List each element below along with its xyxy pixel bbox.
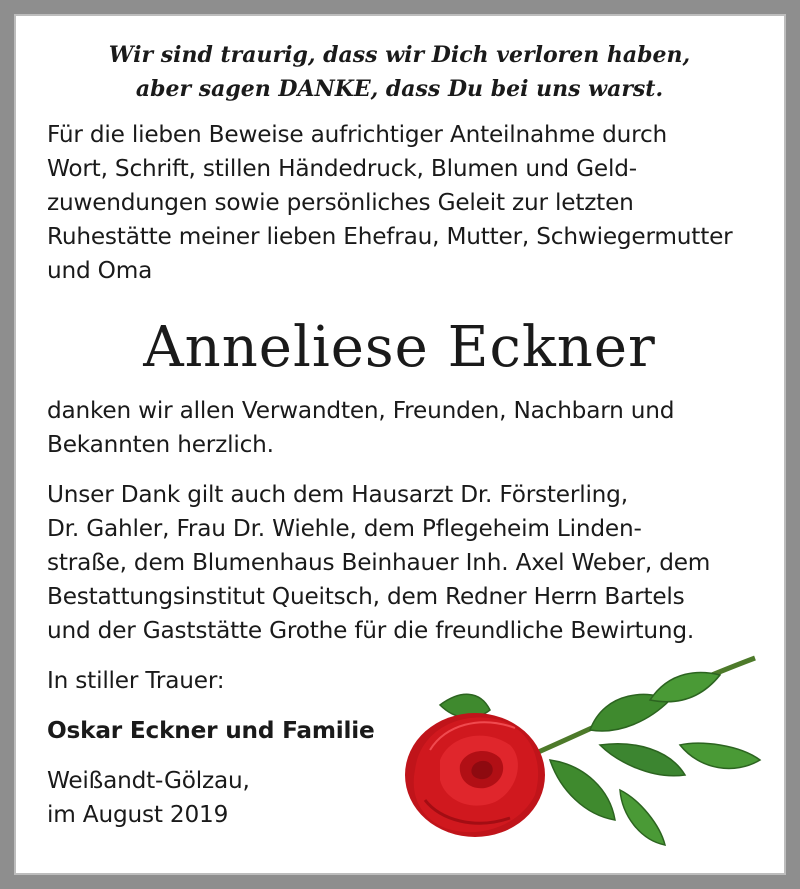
rose-bloom-icon <box>405 713 545 837</box>
leaf-icon <box>620 790 665 845</box>
place: Weißandt-Gölzau, <box>47 767 250 794</box>
motto-line: Wir sind traurig, dass wir Dich verloren haben, <box>108 42 691 68</box>
text-line: Dr. Gahler, Frau Dr. Wiehle, dem Pflegeheim Linden- <box>47 515 642 542</box>
thanks-paragraph <box>47 394 747 462</box>
text-line: danken wir allen Verwandten, Freunden, Nachbarn und <box>47 397 675 424</box>
text-line: und Oma <box>47 257 153 284</box>
signature: Oskar Eckner und Familie <box>47 717 375 744</box>
motto <box>47 38 752 106</box>
mourning-label: In stiller Trauer: <box>47 667 225 694</box>
text-line: Unser Dank gilt auch dem Hausarzt Dr. Försterling, <box>47 481 628 508</box>
intro-paragraph <box>47 118 747 288</box>
rose-illustration <box>400 650 770 850</box>
text-line: Bekannten herzlich. <box>47 431 274 458</box>
text-line: und der Gaststätte Grothe für die freundliche Bewirtung. <box>47 617 695 644</box>
leaf-icon <box>650 673 720 702</box>
text-line: Wort, Schrift, stillen Händedruck, Blumen und Geld- <box>47 155 637 182</box>
motto-line: aber sagen DANKE, dass Du bei uns warst. <box>135 76 664 102</box>
date: im August 2019 <box>47 801 229 828</box>
special-thanks-paragraph <box>47 478 747 648</box>
text-line: Bestattungsinstitut Queitsch, dem Redner Herrn Bartels <box>47 583 685 610</box>
deceased-name: Anneliese Eckner <box>143 315 656 380</box>
text-line: Ruhestätte meiner lieben Ehefrau, Mutter, Schwiegermutter <box>47 223 733 250</box>
text-line: straße, dem Blumenhaus Beinhauer Inh. Axel Weber, dem <box>47 549 711 576</box>
leaf-icon <box>550 760 615 820</box>
text-line: zuwendungen sowie persönliches Geleit zur letzten <box>47 189 634 216</box>
leaf-icon <box>600 744 685 776</box>
text-line: Für die lieben Beweise aufrichtiger Anteilnahme durch <box>47 121 668 148</box>
leaf-icon <box>680 743 760 768</box>
